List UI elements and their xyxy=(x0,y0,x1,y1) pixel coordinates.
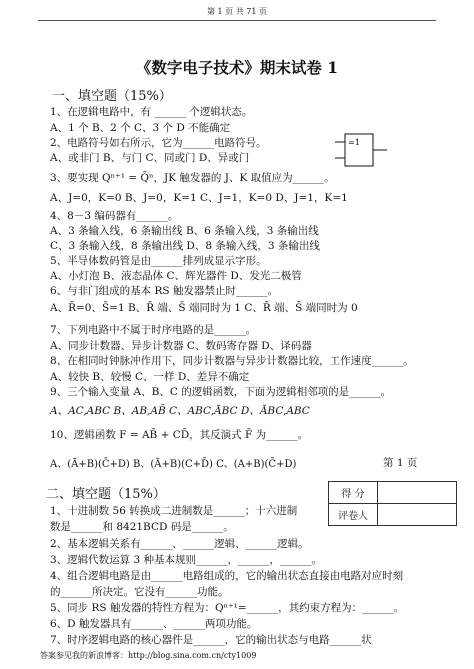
q4-options-2: C、3 条输入线，8 条输出线 D、8 条输入线，3 条输出线 xyxy=(50,240,320,252)
s2q4-line2: 的______所决定。它没有______功能。 xyxy=(50,586,229,598)
s2q6-text: 6、D 触发器具有______、______两项功能。 xyxy=(50,618,258,630)
q4-text: 4、8－3 编码器有______。 xyxy=(50,210,179,222)
score-cell[interactable] xyxy=(378,482,457,504)
q7-options: A、同步计数器、异步计数器 C、数码寄存器 D、译码器 xyxy=(50,340,312,352)
page-header: 第 1 页 共 71 页 xyxy=(207,7,267,16)
s2q7-text: 7、时序逻辑电路的核心器件是______，它的输出状态与电路______状 xyxy=(50,634,372,646)
q6-options: A、R̄=0、S̄=1 B、R̄ 端、S̄ 端同时为 1 C、R̄ 端、S̄ 端同时为 0 xyxy=(50,302,358,314)
grader-label: 评卷人 xyxy=(329,504,378,526)
s2q1-line1: 1、十进制数 56 转换成二进制数是______；十六进制 xyxy=(50,505,298,517)
page-tag: 第 1 页 xyxy=(383,457,418,469)
s2q1-line2: 数是______和 8421BCD 码是______。 xyxy=(50,521,234,533)
s2q5-text: 5、同步 RS 触发器的特性方程为：Qⁿ⁺¹=______，其约束方程为：______。 xyxy=(50,602,405,614)
gate-label: =1 xyxy=(348,138,360,147)
q10-text: 10、逻辑函数 F = AB̄ + CD̄，其反演式 F̄ 为______。 xyxy=(50,429,309,441)
q1-text: 1、在逻辑电路中，有 ______ 个逻辑状态。 xyxy=(50,106,253,118)
section1-heading: 一、填空题（15%） xyxy=(52,89,172,104)
q9-text: 9、三个输入变量 A、B、C 的逻辑函数，下面为逻辑相邻项的是______。 xyxy=(50,386,392,398)
q7-text: 7、下列电路中不属于时序电路的是______。 xyxy=(50,324,257,336)
q4-options-1: A、3 条输入线，6 条输出线 B、6 条输入线，3 条输出线 xyxy=(50,225,319,237)
header-rule xyxy=(38,20,436,21)
s2q2-text: 2、基本逻辑关系有______、______逻辑、______逻辑。 xyxy=(50,538,309,550)
q10-options: A、(Ā+B)(C̄+D) B、(Ā+B)(C+D̄) C、(A+B)(C̄+D) xyxy=(50,459,297,470)
score-table xyxy=(328,481,457,526)
q3-options: A、J=0，K=0 B、J=0，K=1 C、J=1，K=0 D、J=1，K=1 xyxy=(50,192,348,204)
q1-options: A、1 个 B、2 个 C、3 个 D 不能确定 xyxy=(50,122,231,134)
exam-title: 《数字电子技术》期末试卷 1 xyxy=(135,58,339,77)
q8-options: A、较快 B、较慢 C、一样 D、差异不确定 xyxy=(50,371,250,383)
q9-options: A、AC,ABC B、AB,AB̄ C、ABC,ĀBC D、ĀBC,ABC xyxy=(50,405,310,417)
q5-text: 5、半导体数码管是由______排列成显示字形。 xyxy=(50,255,267,267)
score-label: 得 分 xyxy=(329,482,378,504)
q2-options: A、或非门 B、与门 C、同或门 D、异或门 xyxy=(50,152,250,164)
section2-heading: 二、填空题（15%） xyxy=(46,487,166,502)
footer-note: 答案参见我的新浪博客：http://blog.sina.com.cn/cty1009 xyxy=(40,651,257,660)
q3-text: 3、要实现 Qⁿ⁺¹ = Q̄ⁿ，JK 触发器的 J、K 取值应为______。 xyxy=(50,172,335,184)
q8-text: 8、在相同时钟脉冲作用下，同步计数器与异步计数器比较，工作速度______。 xyxy=(50,355,414,367)
s2q4-line1: 4、组合逻辑电路是由______电路组成的，它的输出状态直接由电路对应时刻 xyxy=(50,570,404,582)
xor-gate-symbol xyxy=(335,130,387,170)
grader-cell[interactable] xyxy=(378,504,457,526)
q2-text: 2、电路符号如右所示，它为______电路符号。 xyxy=(50,137,267,149)
q5-options: A、小灯泡 B、液态晶体 C、辉光器件 D、发光二极管 xyxy=(50,270,302,282)
q6-text: 6、与非门组成的基本 RS 触发器禁止时______。 xyxy=(50,285,278,297)
s2q3-text: 3、逻辑代数运算 3 种基本规则______，______，______。 xyxy=(50,554,323,566)
